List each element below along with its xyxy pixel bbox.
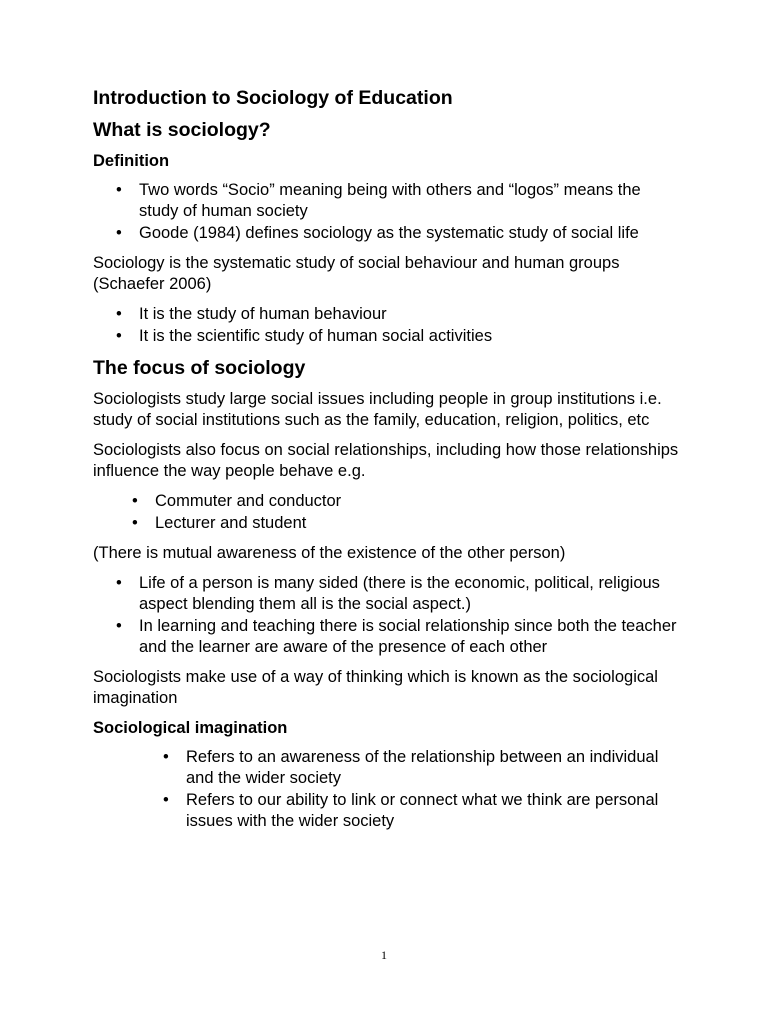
list-item-text: Refers to our ability to link or connect what we think are personal issues with the wider society <box>186 791 659 830</box>
list-item-text: Commuter and conductor <box>155 492 342 510</box>
list-item-text: Goode (1984) defines sociology as the systematic study of social life <box>139 224 639 242</box>
bullet-icon: • <box>116 574 122 592</box>
bullet-icon: • <box>132 514 138 532</box>
section-heading-what-is-sociology: What is sociology? <box>93 119 271 141</box>
bullet-icon: • <box>163 748 169 766</box>
list-item <box>93 326 683 347</box>
list-item-text: It is the study of human behaviour <box>139 305 387 323</box>
bullet-icon: • <box>163 791 169 809</box>
list-item <box>93 180 683 222</box>
imagination-paragraph: Sociologists make use of a way of thinking which is known as the sociological imagination <box>93 668 658 707</box>
mutual-awareness-note: (There is mutual awareness of the existence of the other person) <box>93 544 566 562</box>
list-item-text: In learning and teaching there is social relationship since both the teacher and the learner are aware of the presence of each other <box>139 617 677 656</box>
document-body <box>93 86 683 841</box>
imagination-list <box>93 747 683 832</box>
list-item <box>93 790 683 832</box>
bullet-icon: • <box>132 492 138 510</box>
focus-paragraph-1: Sociologists study large social issues including people in group institutions i.e. study of social institutions such as the family, education, religion, politics, etc <box>93 390 662 429</box>
list-item-text: It is the scientific study of human social activities <box>139 327 493 345</box>
life-list <box>93 573 683 658</box>
definition-paragraph: Sociology is the systematic study of social behaviour and human groups (Schaefer 2006) <box>93 254 620 293</box>
list-item <box>93 616 683 658</box>
list-item <box>93 491 683 512</box>
bullet-icon: • <box>116 327 122 345</box>
section-heading-focus: The focus of sociology <box>93 357 306 379</box>
list-item <box>93 747 683 789</box>
subheading-sociological-imagination: Sociological imagination <box>93 719 288 737</box>
list-item-text: Lecturer and student <box>155 514 307 532</box>
list-item-text: Refers to an awareness of the relationship between an individual and the wider society <box>186 748 659 787</box>
relationship-list <box>93 491 683 534</box>
list-item-text: Two words “Socio” meaning being with others and “logos” means the study of human society <box>139 181 641 220</box>
list-item <box>93 304 683 325</box>
focus-paragraph-2: Sociologists also focus on social relationships, including how those relationships influence the way people behave e.g. <box>93 441 679 480</box>
bullet-icon: • <box>116 305 122 323</box>
subheading-definition: Definition <box>93 152 170 170</box>
study-list <box>93 304 683 347</box>
list-item <box>93 223 683 244</box>
page-number: 1 <box>381 948 387 962</box>
list-item <box>93 513 683 534</box>
bullet-icon: • <box>116 224 122 242</box>
bullet-icon: • <box>116 617 122 635</box>
list-item-text: Life of a person is many sided (there is the economic, political, religious aspect blending them all is the social aspect.) <box>139 574 660 613</box>
document-title: Introduction to Sociology of Education <box>93 87 453 109</box>
list-item <box>93 573 683 615</box>
definition-list <box>93 180 683 244</box>
bullet-icon: • <box>116 181 122 199</box>
